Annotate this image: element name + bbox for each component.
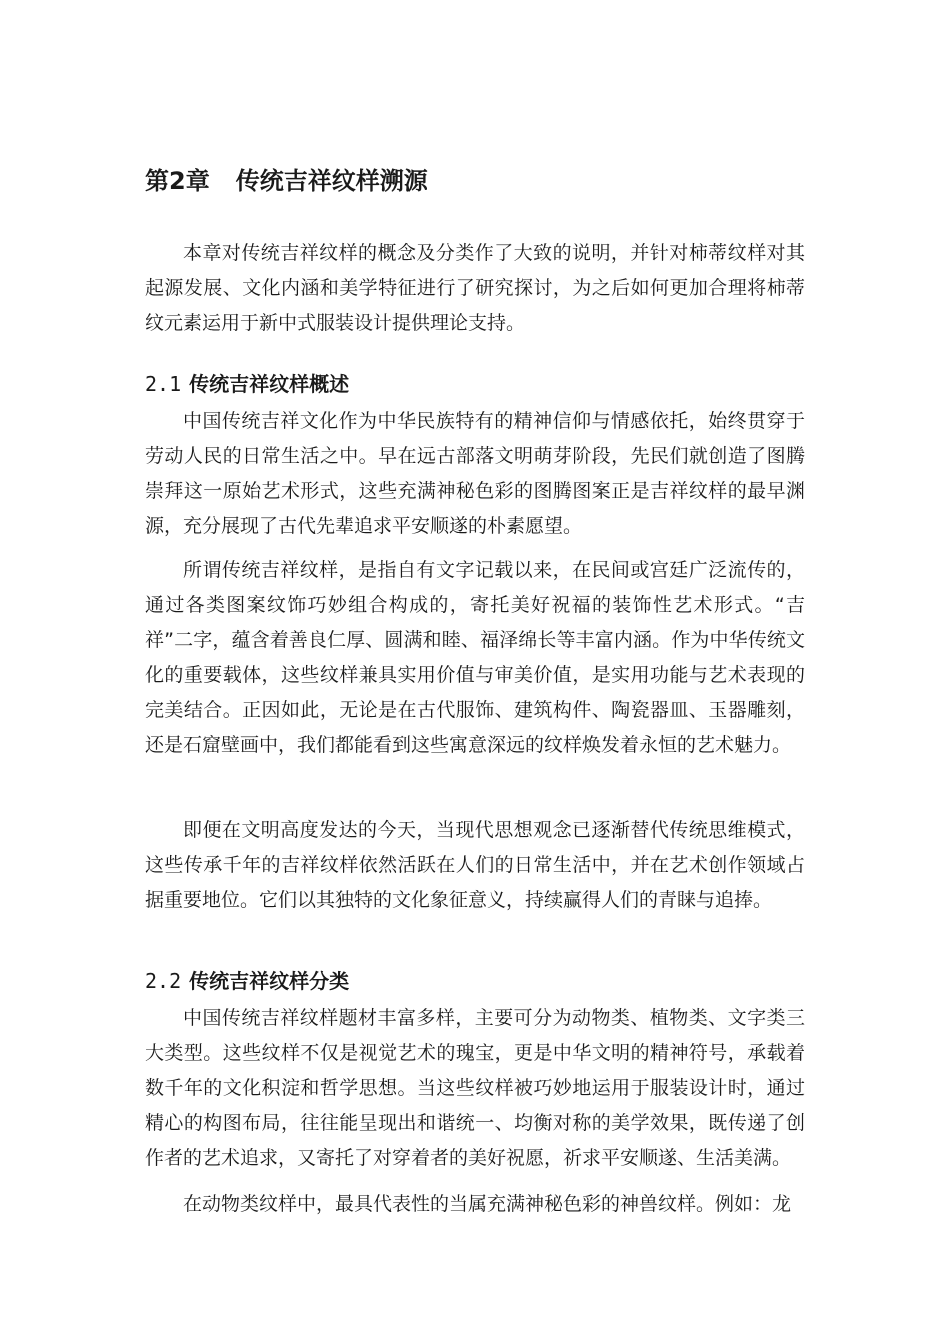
chapter-title	[145, 164, 428, 198]
section-2-2-paragraph-1: 中国传统吉祥纹样题材丰富多样，主要可分为动物类、植物类、文字类三大类型。这些纹样不仅是视觉艺术的瑰宝，更是中华文明的精神符号，承载着数千年的文化积淀和哲学思想。当这些纹样被巧妙地运用于服装设计时，通过精心的构图布局，往往能呈现出和谐统一、均衡对称的美学效果，既传递了创作者的艺术追求，又寄托了对穿着者的美好祝愿，祈求平安顺遂、生活美满。	[145, 1007, 805, 1169]
chapter-label: 第2章	[145, 167, 210, 195]
section-2-1-paragraph-2: 所谓传统吉祥纹样，是指自有文字记载以来，在民间或宫廷广泛流传的，通过各类图案纹饰巧妙组合构成的，寄托美好祝福的装饰性艺术形式。“吉祥”二字，蕴含着善良仁厚、圆满和睦、福泽绵长等丰富内涵。作为中华传统文化的重要载体，这些纹样兼具实用价值与审美价值，是实用功能与艺术表现的完美结合。正因如此，无论是在古代服饰、建筑构件、陶瓷器皿、玉器雕刻，还是石窟壁画中，我们都能看到这些寓意深远的纹样焕发着永恒的艺术魅力。	[145, 559, 805, 756]
section-heading-2-1	[145, 369, 349, 399]
section-2-1-paragraph-3: 即便在文明高度发达的今天，当现代思想观念已逐渐替代传统思维模式，这些传承千年的吉祥纹样依然活跃在人们的日常生活中，并在艺术创作领域占据重要地位。它们以其独特的文化象征意义，持续赢得人们的青睐与追捧。	[145, 819, 805, 911]
section-2-1-paragraph-1: 中国传统吉祥文化作为中华民族特有的精神信仰与情感依托，始终贯穿于劳动人民的日常生活之中。早在远古部落文明萌芽阶段，先民们就创造了图腾崇拜这一原始艺术形式，这些充满神秘色彩的图腾图案正是吉祥纹样的最早渊源，充分展现了古代先辈追求平安顺遂的朴素愿望。	[145, 410, 805, 537]
section-number: 2.2	[145, 969, 182, 993]
section-number: 2.1	[145, 372, 182, 396]
chapter-title-text: 传统吉祥纹样溯源	[235, 167, 428, 195]
section-heading-2-2	[145, 966, 349, 996]
section-title: 传统吉祥纹样概述	[189, 372, 350, 396]
chapter-intro-paragraph: 本章对传统吉祥纹样的概念及分类作了大致的说明，并针对柿蒂纹样对其起源发展、文化内涵和美学特征进行了研究探讨，为之后如何更加合理将柿蒂纹元素运用于新中式服装设计提供理论支持。	[145, 242, 805, 334]
section-title: 传统吉祥纹样分类	[189, 969, 350, 993]
section-2-2-paragraph-2: 在动物类纹样中，最具代表性的当属充满神秘色彩的神兽纹样。例如：龙	[183, 1193, 792, 1215]
